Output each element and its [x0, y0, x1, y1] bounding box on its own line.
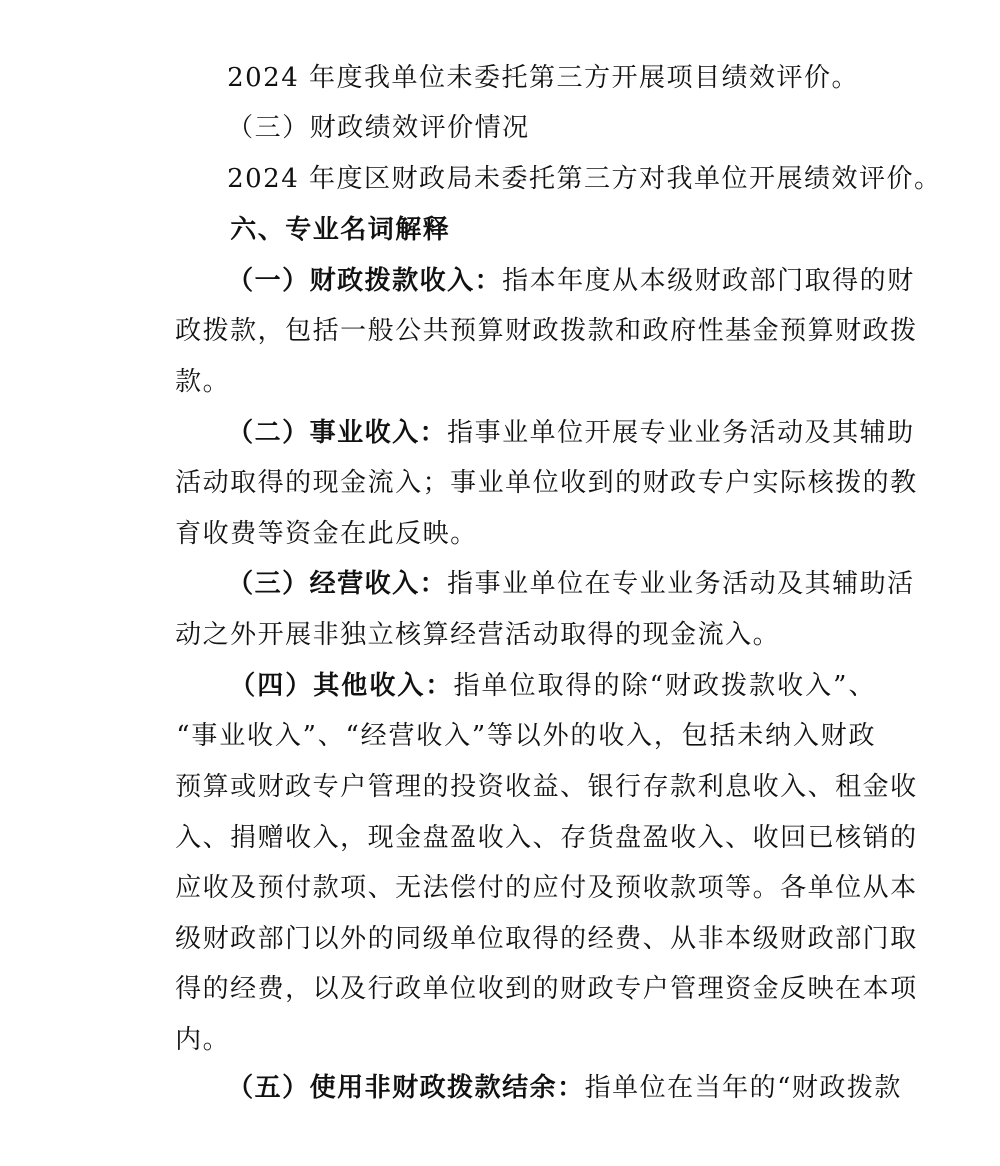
paragraph-text: “事业收入”、“经营收入”等以外的收入，包括未纳入财政: [176, 721, 876, 751]
text-line: [136, 355, 915, 448]
paragraph-text: 育收费等资金在此反映。: [175, 519, 478, 549]
paragraph-text: 指单位在当年的“财政拨款: [584, 1073, 902, 1103]
text-line: [136, 962, 876, 1055]
text-line: [136, 557, 876, 650]
paragraph-text: 指单位取得的除“财政拨款收入”、: [453, 671, 876, 701]
text-line: [136, 760, 918, 853]
paragraph-text: 级财政部门以外的同级单位取得的经费、从非本级财政部门取: [175, 924, 918, 954]
paragraph-text: 政拨款，包括一般公共预算财政拨款和政府性基金预算财政拨: [175, 316, 918, 346]
section-subheading: [136, 50, 876, 143]
text-line: [136, 101, 942, 194]
text-line: [136, 253, 918, 346]
paragraph-text: 预算或财政专户管理的投资收益、银行存款利息收入、租金收: [175, 772, 918, 802]
section-heading: [136, 152, 876, 245]
text-line: [136, 608, 876, 701]
paragraph-text: 得的经费，以及行政单位收到的财政专户管理资金反映在本项: [175, 974, 918, 1004]
paragraph-text: 活动取得的现金流入；事业单位收到的财政专户实际核拨的教: [175, 468, 918, 498]
term-label: （二）事业收入：: [227, 418, 448, 448]
text-line: [136, 709, 918, 802]
text-line: [136, 658, 876, 751]
text-line: [136, 0, 876, 93]
paragraph-text: 内。: [175, 1025, 231, 1055]
text-line: [136, 810, 918, 903]
term-label: （三）经营收入：: [227, 569, 448, 599]
text-line: [136, 861, 918, 954]
term-label: （五）使用非财政拨款结余：: [227, 1073, 585, 1103]
paragraph-text: 指事业单位开展专业业务活动及其辅助: [447, 418, 915, 448]
heading-text: 六、专业名词解释: [230, 215, 451, 245]
subheading-text: （三）财政绩效评价情况: [227, 113, 530, 143]
text-line: [136, 304, 876, 397]
text-line: [136, 1010, 902, 1103]
paragraph-text: 指事业单位在专业业务活动及其辅助活: [447, 569, 915, 599]
paragraph-text: 款。: [175, 367, 231, 397]
paragraph-text: 2024 年度我单位未委托第三方开展项目绩效评价。: [227, 63, 859, 93]
paragraph-text: 入、捐赠收入，现金盘盈收入、存货盘盈收入、收回已核销的: [175, 823, 918, 853]
text-line: [136, 911, 918, 1004]
paragraph-text: 2024 年度区财政局未委托第三方对我单位开展绩效评价。: [227, 164, 942, 194]
paragraph-text: 指本年度从本级财政部门取得的财: [502, 266, 915, 296]
text-line: [136, 506, 915, 599]
term-label: （一）财政拨款收入：: [227, 266, 503, 296]
text-line: [136, 405, 918, 498]
text-line: [136, 456, 876, 549]
text-line: [136, 203, 915, 296]
term-label: （四）其他收入：: [229, 671, 454, 701]
paragraph-text: 动之外开展非独立核算经营活动取得的现金流入。: [175, 620, 781, 650]
paragraph-text: 应收及预付款项、无法偿付的应付及预收款项等。各单位从本: [175, 873, 918, 903]
